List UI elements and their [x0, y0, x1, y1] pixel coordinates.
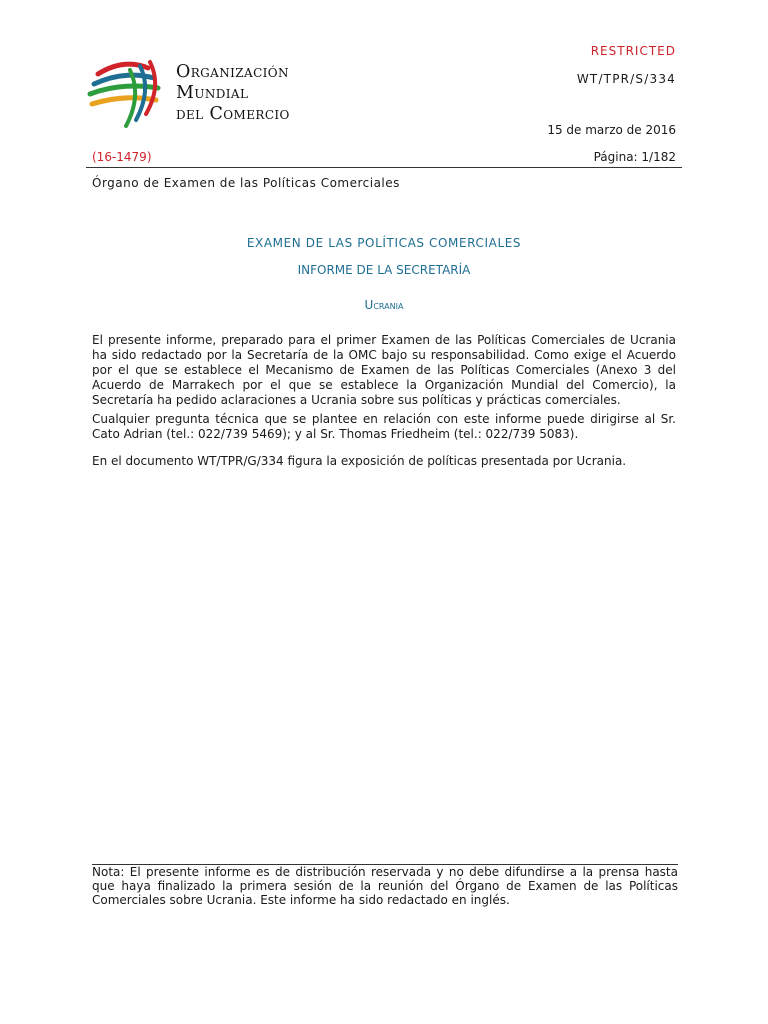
- document-date: 15 de marzo de 2016: [547, 123, 676, 137]
- organization-line-3: del Comercio: [176, 104, 290, 124]
- organization-line-2: Mundial: [176, 83, 249, 103]
- paragraph-1: El presente informe, preparado para el primer Examen de las Políticas Comerciales de Ucrania ha sido redactado por la Secretaría de la OMC bajo su responsabilidad. Como exige el Acuerdo por el que se establece el Mecanismo de Examen de las Políticas Comerciales (Anexo 3 del Acuerdo de Marrakech por el que se establece la Organización Mundial del Comercio), la Secretaría ha pedido aclaraciones a Ucrania sobre sus políticas y prácticas comerciales.: [92, 333, 676, 407]
- sub-title: INFORME DE LA SECRETARÍA: [297, 263, 471, 277]
- organization-name: [176, 62, 290, 125]
- restriction-label: RESTRICTED: [590, 44, 676, 58]
- wto-logo-icon: [84, 56, 164, 132]
- document-symbol: WT/TPR/S/334: [576, 72, 676, 86]
- country-title: Ucrania: [364, 298, 404, 312]
- organization-line-1: Organización: [176, 62, 289, 82]
- page-number: Página: 1/182: [593, 150, 676, 164]
- document-number: (16-1479): [92, 150, 152, 164]
- paragraph-3: En el documento WT/TPR/G/334 figura la exposición de políticas presentada por Ucrania.: [92, 454, 627, 468]
- header-divider: [86, 167, 682, 168]
- paragraph-2: Cualquier pregunta técnica que se plantee en relación con este informe puede dirigirse al Sr. Cato Adrian (tel.: 022/739 5469); y al Sr. Thomas Friedheim (tel.: 022/739 5083).: [92, 412, 676, 441]
- main-title: EXAMEN DE LAS POLÍTICAS COMERCIALES: [246, 236, 522, 250]
- body-name: Órgano de Examen de las Políticas Comerciales: [92, 176, 400, 190]
- footnote: Nota: El presente informe es de distribución reservada y no debe difundirse a la prensa hasta que haya finalizado la primera sesión de la reunión del Órgano de Examen de las Políticas Comerciales sobre Ucrania. Este informe ha sido redactado en inglés.: [92, 865, 678, 907]
